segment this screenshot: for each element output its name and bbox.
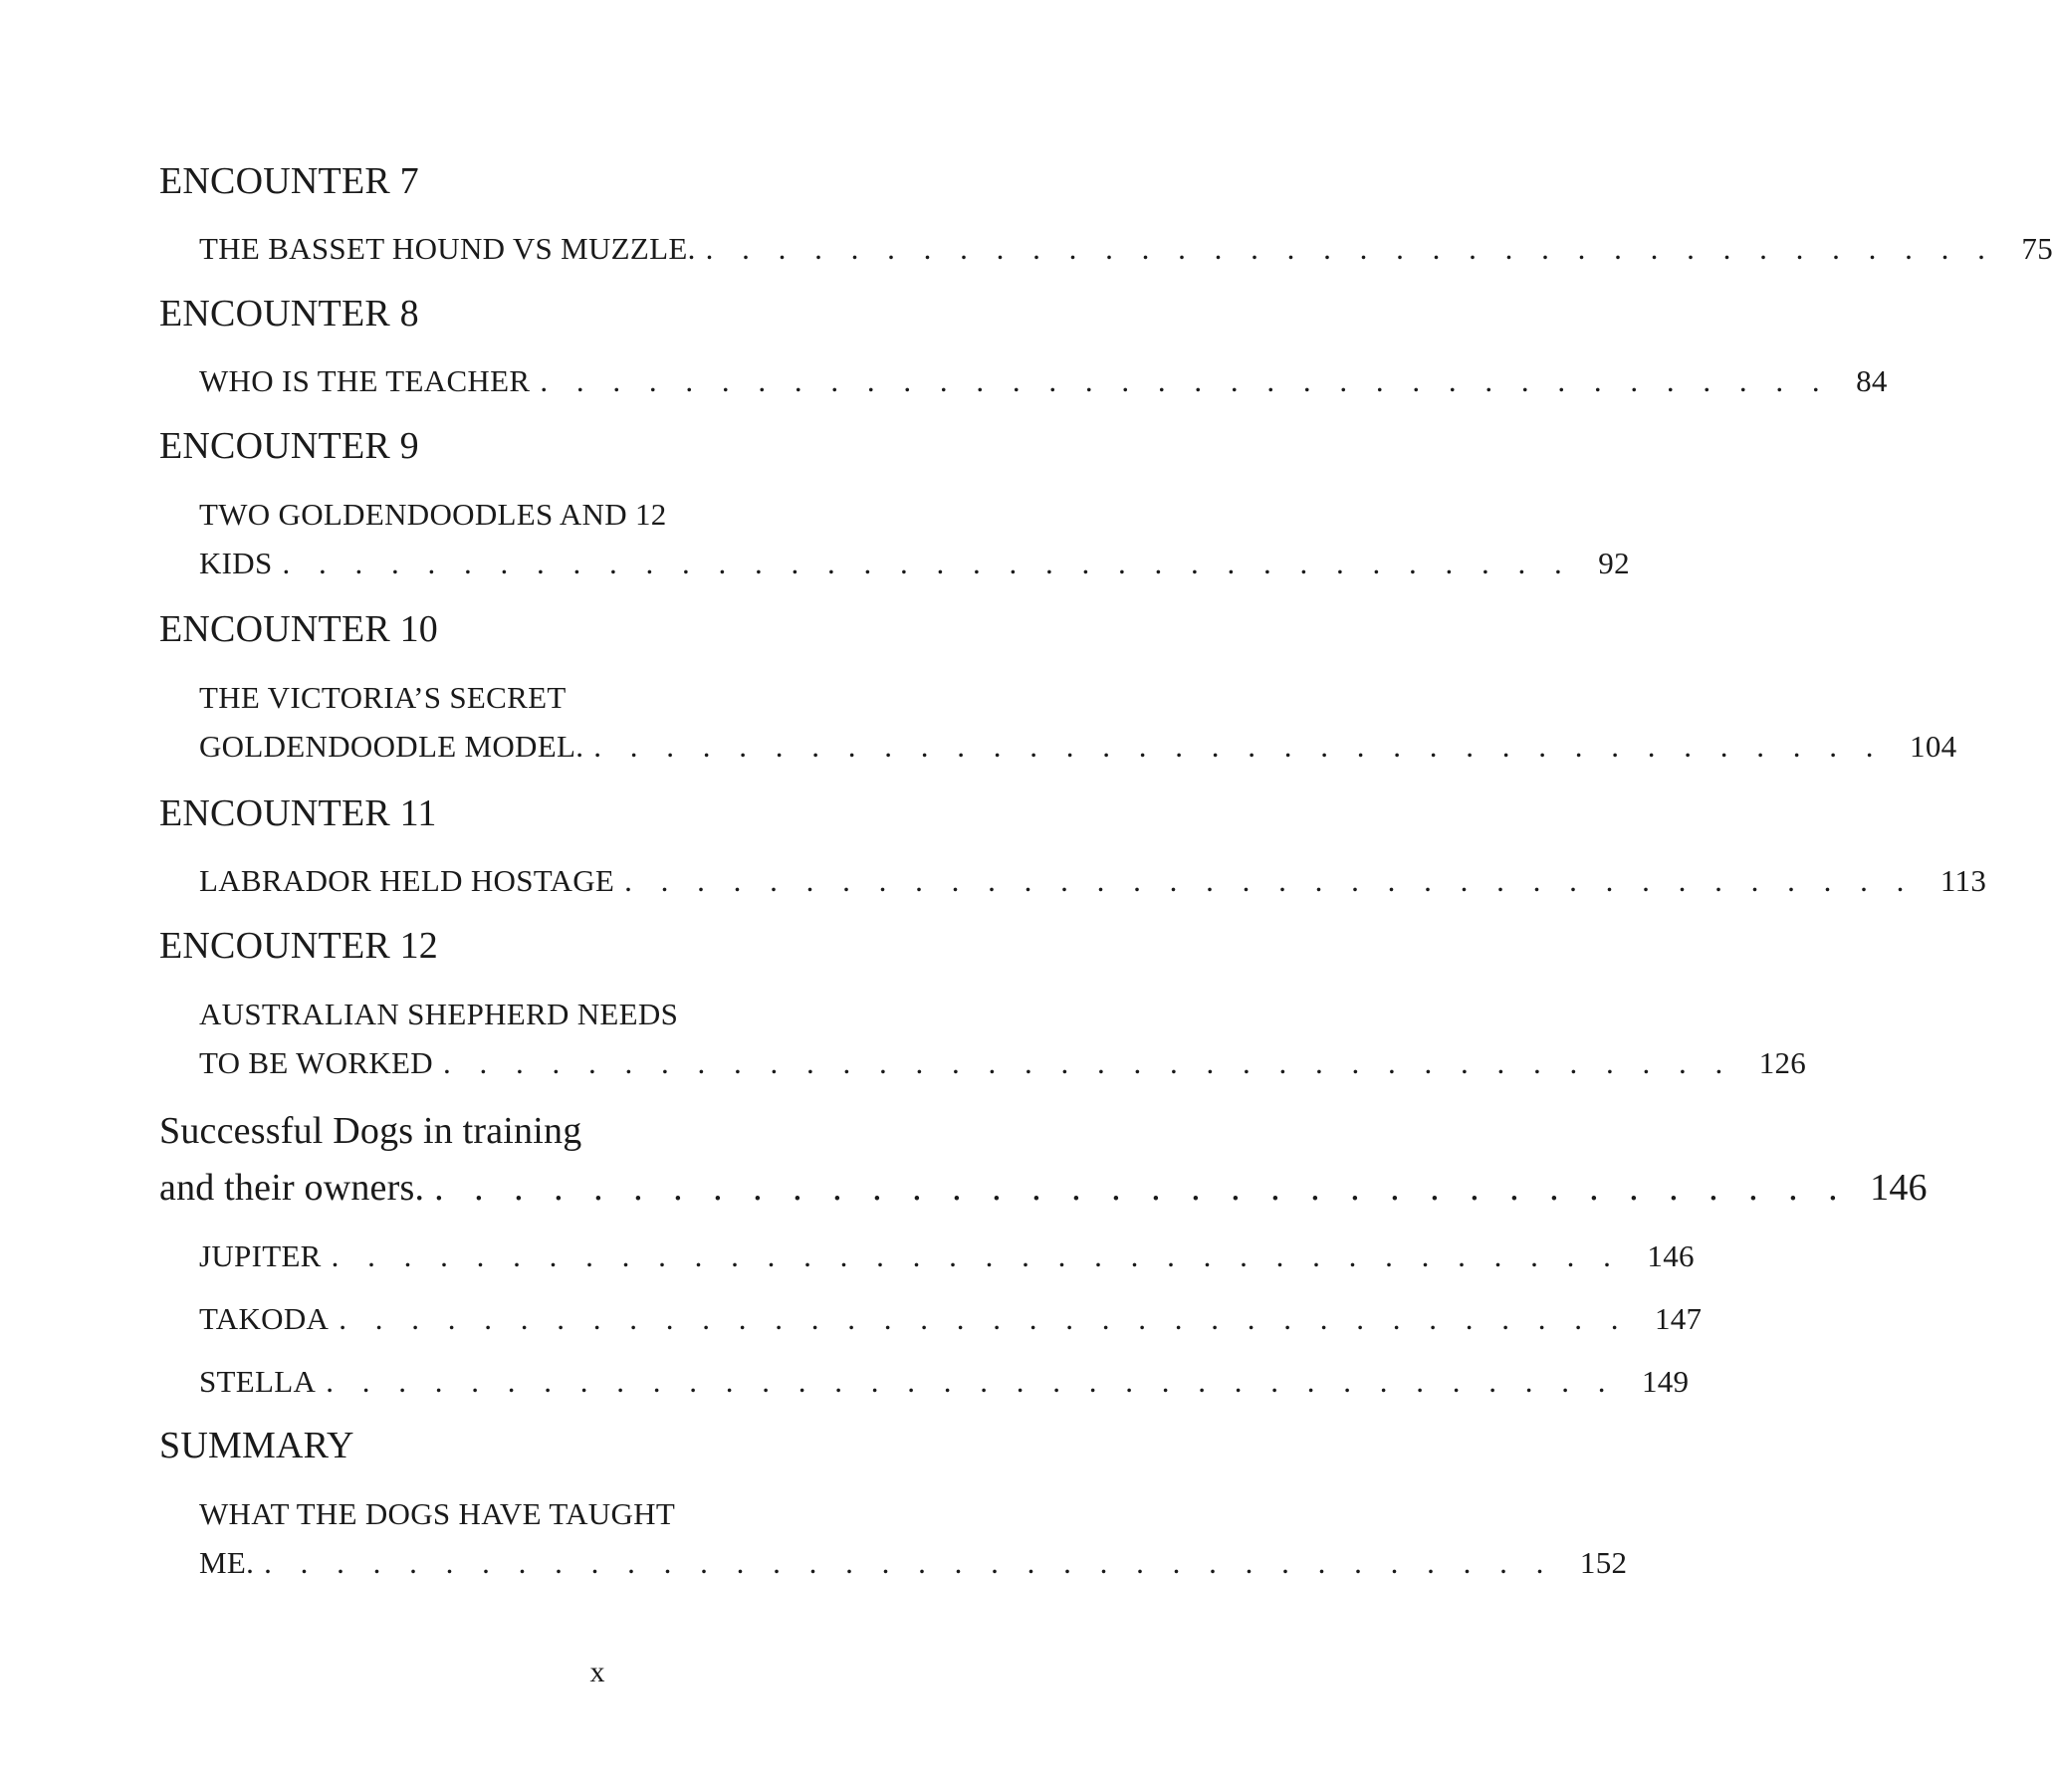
toc-entry-title-line1: THE VICTORIA’S SECRET <box>199 680 567 715</box>
toc-entry-line <box>199 539 1630 587</box>
toc-page-number: 92 <box>1598 546 1630 580</box>
toc-entry-line <box>199 1538 1628 1587</box>
dot-leader: . . . . . . . . . . . . . . . . . . . . . . . . . . . . . . . . . . . . <box>434 1167 1849 1209</box>
toc-page-number: 152 <box>1579 1545 1628 1580</box>
toc-entry-title: LABRADOR HELD HOSTAGE <box>199 863 615 898</box>
toc-entry-title: TAKODA <box>199 1301 330 1336</box>
toc-page-number: 147 <box>1654 1301 1703 1336</box>
toc-entry-line <box>199 1357 1690 1406</box>
toc-entry <box>199 224 2053 273</box>
toc-entry-title: and their owners. <box>159 1167 425 1209</box>
toc-entry <box>199 1489 1628 1587</box>
dot-leader: . . . . . . . . . . . . . . . . . . . . . . . . . . . . . . . . . . . . <box>339 1301 1629 1336</box>
toc-entry <box>199 856 1987 905</box>
toc-entry <box>199 990 1807 1087</box>
toc-page-number: 146 <box>1870 1167 1928 1209</box>
toc-entry-title: THE BASSET HOUND VS MUZZLE. <box>199 231 696 266</box>
dot-leader: . . . . . . . . . . . . . . . . . . . . . . . . . . . . . . . . . . . . <box>624 863 1915 898</box>
toc-entry <box>199 1232 1695 1280</box>
toc-heading: ENCOUNTER 11 <box>159 792 437 834</box>
toc-page-number: 149 <box>1641 1364 1690 1399</box>
toc-entry-line <box>199 856 1987 905</box>
dot-leader: . . . . . . . . . . . . . . . . . . . . . . . . . . . . . . . . . . . . <box>705 231 1996 266</box>
dot-leader: . . . . . . . . . . . . . . . . . . . . . . . . . . . . . . . . . . . . <box>442 1045 1733 1080</box>
toc-entry-title: KIDS <box>199 546 273 580</box>
toc-heading: ENCOUNTER 9 <box>159 425 419 467</box>
toc-entry-title: STELLA <box>199 1364 317 1399</box>
toc-entry-title: JUPITER <box>199 1238 322 1273</box>
toc-entry-line <box>199 722 1957 771</box>
toc-entry-title-line1: TWO GOLDENDOODLES AND 12 <box>199 497 667 532</box>
dot-leader: . . . . . . . . . . . . . . . . . . . . . . . . . . . . . . . . . . . . <box>326 1364 1616 1399</box>
dot-leader: . . . . . . . . . . . . . . . . . . . . . . . . . . . . . . . . . . . . <box>593 729 1885 764</box>
toc-major-entry <box>159 1103 1928 1217</box>
toc-entry <box>199 356 1888 405</box>
dot-leader: . . . . . . . . . . . . . . . . . . . . . . . . . . . . . . . . . . . . <box>331 1238 1622 1273</box>
toc-entry-title: GOLDENDOODLE MODEL. <box>199 729 584 764</box>
toc-page-number: 146 <box>1647 1238 1695 1273</box>
toc-entry-line <box>159 1160 1928 1217</box>
toc-entry-line <box>199 1294 1703 1343</box>
toc-page-number: 126 <box>1758 1045 1807 1080</box>
toc-entry-title-line1: AUSTRALIAN SHEPHERD NEEDS <box>199 997 679 1031</box>
toc-entry-title-line1: Successful Dogs in training <box>159 1110 582 1152</box>
page-folio: x <box>589 1656 605 1688</box>
toc-page-number: 113 <box>1939 863 1987 898</box>
dot-leader: . . . . . . . . . . . . . . . . . . . . . . . . . . . . . . . . . . . . <box>282 546 1573 580</box>
toc-entry-line <box>199 1038 1807 1087</box>
toc-page-number: 104 <box>1910 729 1957 764</box>
toc-page-number: 75 <box>2021 231 2053 266</box>
toc-entry-line <box>199 1232 1695 1280</box>
toc-entry-title: WHO IS THE TEACHER <box>199 363 531 398</box>
toc-entry-line <box>199 356 1888 405</box>
toc-entry-title: ME. <box>199 1545 255 1580</box>
toc-entry <box>199 490 1630 587</box>
dot-leader: . . . . . . . . . . . . . . . . . . . . . . . . . . . . . . . . . . . . <box>540 363 1831 398</box>
toc-page-number: 84 <box>1856 363 1888 398</box>
toc-heading: ENCOUNTER 7 <box>159 160 419 202</box>
toc-entry <box>199 1294 1703 1343</box>
toc-entry-line <box>199 224 2053 273</box>
dot-leader: . . . . . . . . . . . . . . . . . . . . . . . . . . . . . . . . . . . . <box>264 1545 1554 1580</box>
toc-heading: SUMMARY <box>159 1425 354 1466</box>
toc-entry <box>199 673 1957 771</box>
toc-heading: ENCOUNTER 10 <box>159 608 438 650</box>
toc-entry-title-line1: WHAT THE DOGS HAVE TAUGHT <box>199 1496 676 1531</box>
toc-entry-title: TO BE WORKED <box>199 1045 433 1080</box>
toc-heading: ENCOUNTER 12 <box>159 925 438 967</box>
toc-entry <box>199 1357 1690 1406</box>
toc-heading: ENCOUNTER 8 <box>159 293 419 335</box>
